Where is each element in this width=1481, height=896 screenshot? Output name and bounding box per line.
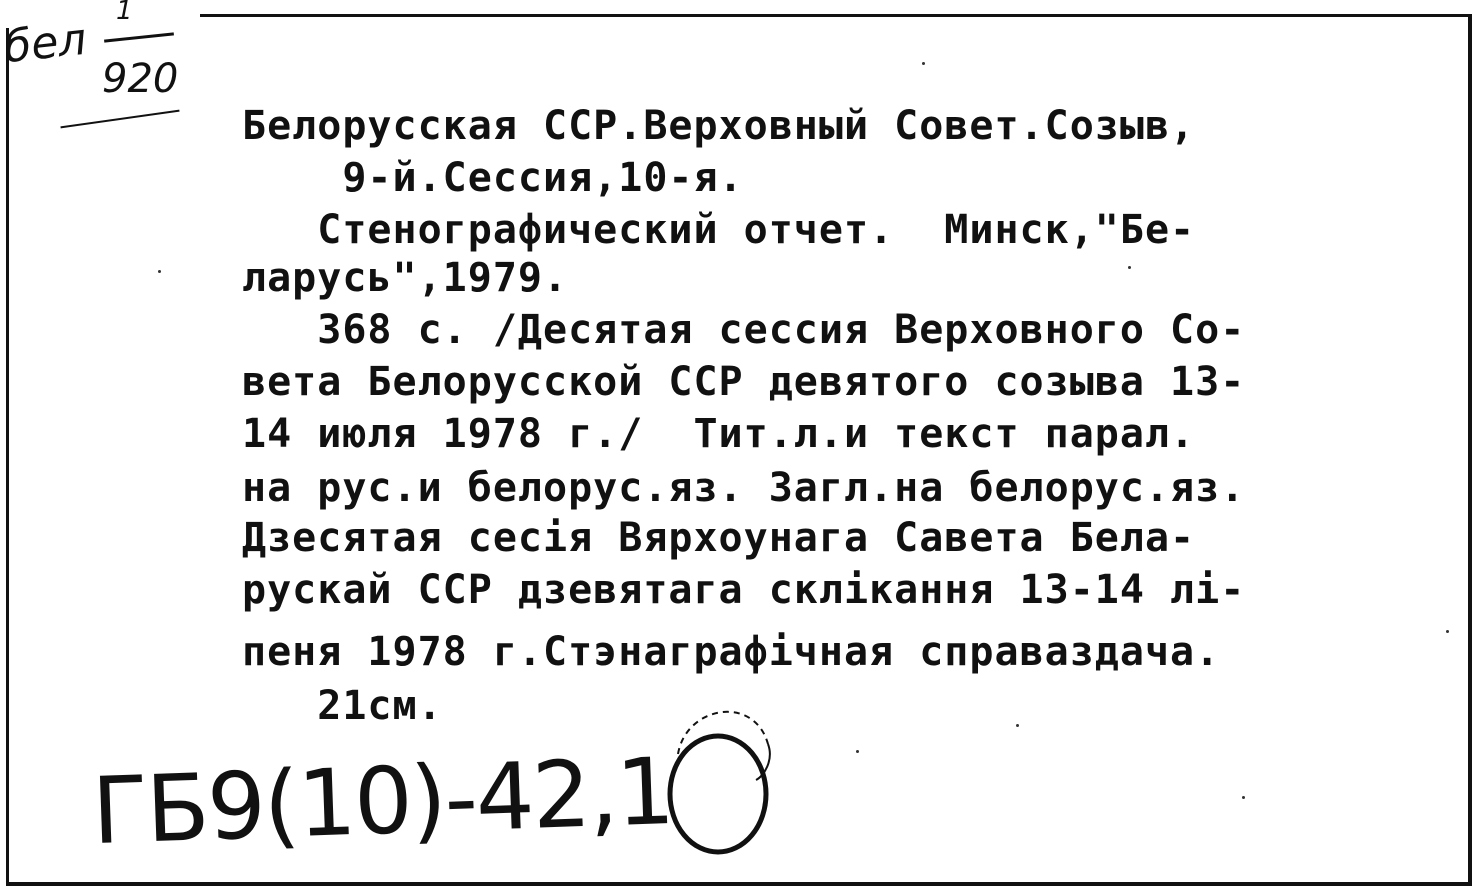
entry-line-5: 368 с. /Десятая сессия Верховного Со-: [242, 307, 1246, 353]
entry-line-12: 21см.: [242, 683, 443, 729]
entry-line-2: 9-й.Сессия,10-я.: [242, 155, 744, 201]
shelf-mark-prefix: бел: [1, 13, 89, 74]
entry-line-3: Стенографический отчет. Минск,"Бе-: [242, 207, 1196, 253]
entry-line-11: пеня 1978 г.Стэнаграфічная справаздача.: [242, 629, 1221, 675]
scan-speck: [1016, 724, 1019, 727]
scan-speck: [1128, 266, 1131, 269]
entry-line-7: 14 июля 1978 г./ Тит.л.и текст парал.: [242, 411, 1196, 457]
scan-speck: [922, 62, 925, 65]
entry-line-1: Белорусская ССР.Верховный Совет.Созыв,: [242, 103, 1196, 149]
shelf-mark-top-number: 1: [116, 0, 133, 26]
entry-line-4: ларусь",1979.: [242, 255, 569, 301]
entry-line-10: рускай ССР дзевятага склікання 13-14 лі-: [242, 567, 1246, 613]
shelf-mark-bottom-number: 920: [102, 56, 179, 102]
call-number: ГБ9(10)-42,1: [90, 737, 675, 866]
entry-line-9: Дзесятая сесія Вярхоунага Савета Бела-: [242, 515, 1196, 561]
scan-speck: [856, 750, 859, 753]
circle-mark: [650, 690, 790, 870]
entry-line-8: на рус.и белорус.яз. Загл.на белорус.яз.: [242, 465, 1246, 511]
scan-speck: [1242, 796, 1245, 799]
entry-line-6: вета Белорусской ССР девятого созыва 13-: [242, 359, 1246, 405]
scan-speck: [1446, 630, 1449, 633]
scan-speck: [158, 270, 161, 273]
